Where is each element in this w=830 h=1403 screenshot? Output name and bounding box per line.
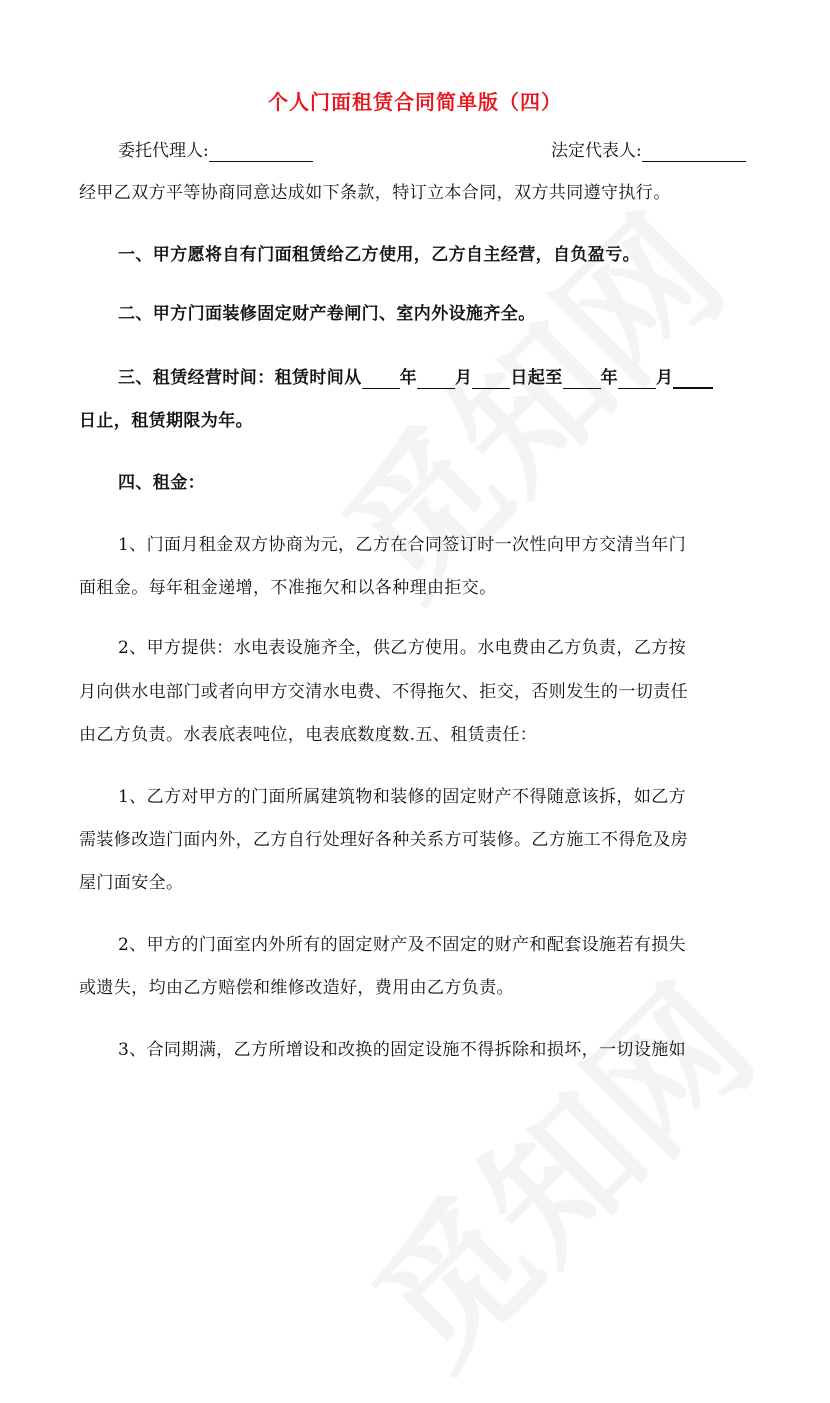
resp-2-line-1: 2、甲方的门面室内外所有的固定财产及不固定的财产和配套设施若有损失 <box>118 935 687 955</box>
clause-3-month2: 月 <box>656 368 674 388</box>
start-month-blank[interactable] <box>417 370 455 389</box>
agent-signature-field <box>118 140 313 162</box>
clause-3-year2: 年 <box>600 368 619 388</box>
rent-1-line-1: 1、门面月租金双方协商为元，乙方在合同签订时一次性向甲方交清当年门 <box>118 535 687 555</box>
watermark-bottom <box>320 933 791 1403</box>
legal-rep-colon: : <box>636 141 642 161</box>
legal-rep-blank[interactable] <box>642 143 746 162</box>
agent-blank[interactable] <box>209 143 313 162</box>
clause-3-year: 年 <box>399 368 418 388</box>
resp-2-line-2: 或遗失，均由乙方赔偿和维修改造好，费用由乙方负责。 <box>79 978 514 998</box>
watermark <box>290 163 761 634</box>
resp-3-line-1: 3、合同期满，乙方所增设和改换的固定设施不得拆除和损坏，一切设施如 <box>118 1040 687 1060</box>
document-title: 个人门面租赁合同简单版（四） <box>268 90 562 114</box>
resp-1-line-2: 需装修改造门面内外，乙方自行处理好各种关系方可装修。乙方施工不得危及房 <box>79 830 688 850</box>
legal-rep-label: 法定代表人 <box>551 141 636 161</box>
resp-1-line-1: 1、乙方对甲方的门面所属建筑物和装修的固定财产不得随意该拆，如乙方 <box>118 787 687 807</box>
clause-3-line-1 <box>118 367 768 389</box>
start-day-blank[interactable] <box>472 370 510 389</box>
rent-2-line-3: 由乙方负责。水表底表吨位，电表底数度数.五、租赁责任： <box>79 725 538 745</box>
clause-1: 一、甲方愿将自有门面租赁给乙方使用，乙方自主经营，自负盈亏。 <box>118 245 640 265</box>
start-year-blank[interactable] <box>362 370 400 389</box>
agent-colon: : <box>203 141 209 161</box>
clause-3-lead: 三、租赁经营时间：租赁时间从 <box>118 368 362 388</box>
end-year-blank[interactable] <box>563 370 601 389</box>
rent-2-line-2: 月向供水电部门或者向甲方交清水电费、不得拖欠、拒交，否则发生的一切责任 <box>79 682 688 702</box>
end-day-blank[interactable] <box>673 369 713 389</box>
agent-label: 委托代理人 <box>118 141 203 161</box>
rent-1-line-2: 面租金。每年租金递增，不准拖欠和以各种理由拒交。 <box>79 578 497 598</box>
end-month-blank[interactable] <box>618 370 656 389</box>
clause-3-month: 月 <box>455 368 473 388</box>
legal-rep-signature-field <box>551 140 746 162</box>
clause-4-title: 四、租金： <box>118 473 205 493</box>
clause-3-day-from: 日起至 <box>510 368 563 388</box>
intro-paragraph: 经甲乙双方平等协商同意达成如下条款，特订立本合同，双方共同遵守执行。 <box>79 183 671 203</box>
clause-3-line-2: 日止，租赁期限为年。 <box>79 411 253 431</box>
rent-2-line-1: 2、甲方提供：水电表设施齐全，供乙方使用。水电费由乙方负责，乙方按 <box>118 638 687 658</box>
resp-1-line-3: 屋门面安全。 <box>79 873 184 893</box>
clause-2: 二、甲方门面装修固定财产卷闸门、室内外设施齐全。 <box>118 304 536 324</box>
